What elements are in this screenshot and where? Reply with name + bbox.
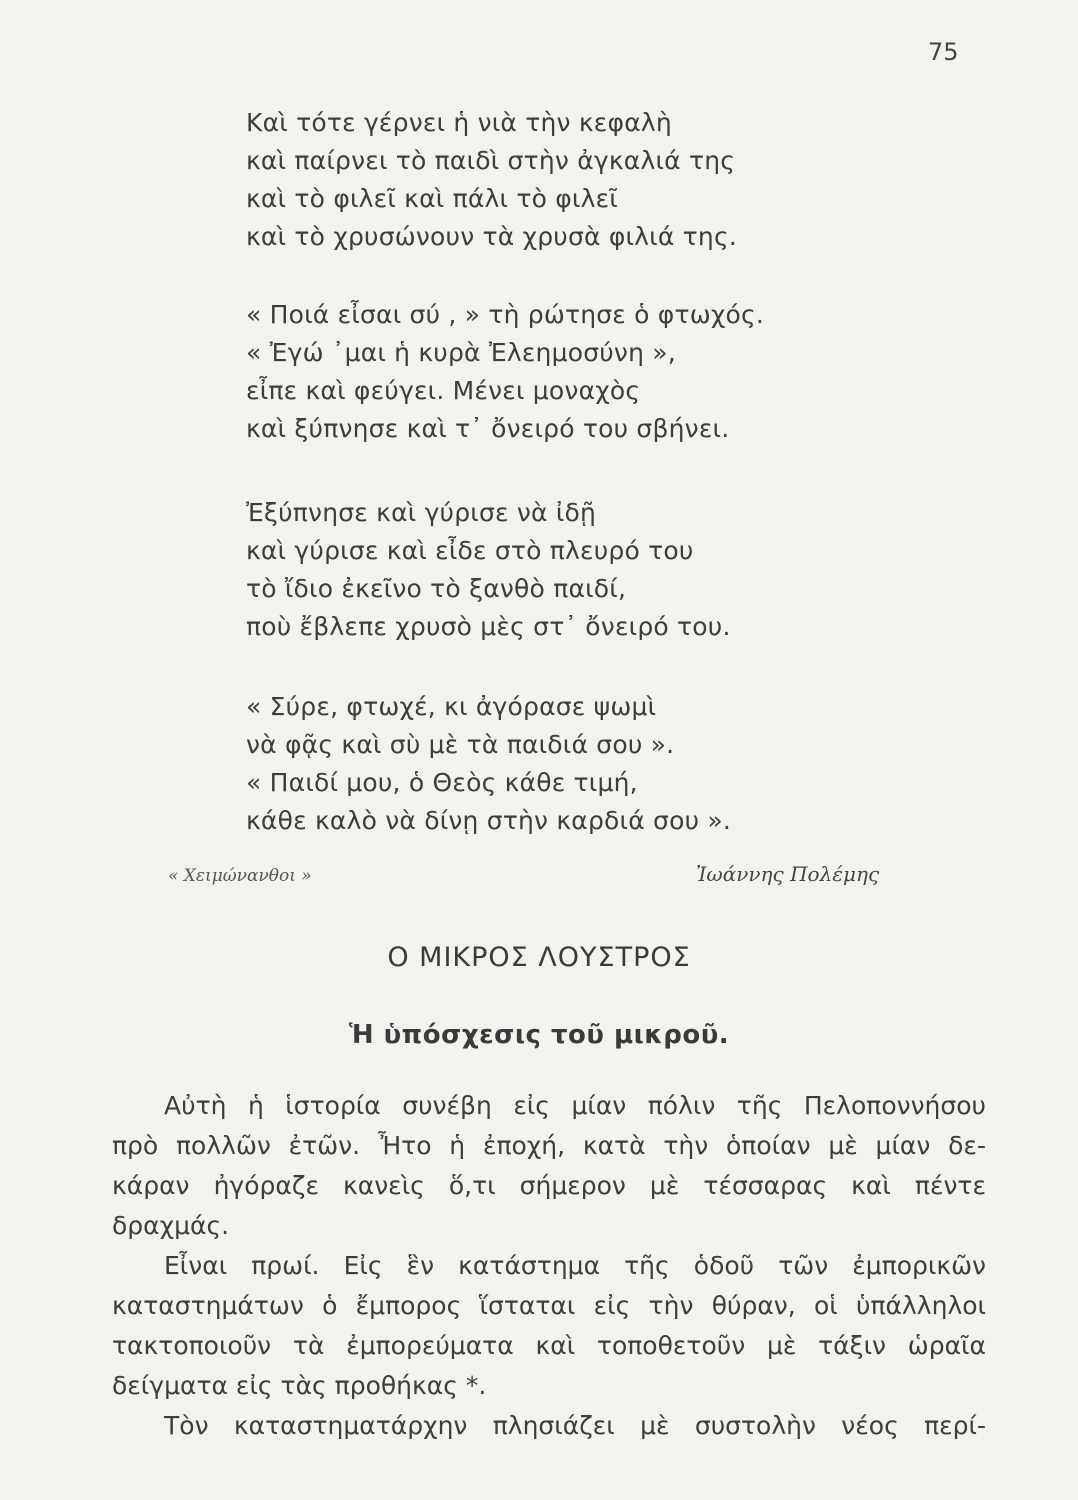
prose-line: πρὸ πολλῶν ἐτῶν. Ἦτο ἡ ἐποχή, κατὰ τὴν ὁποίαν μὲ μίαν δε- (112, 1131, 986, 1160)
prose-line: Εἶναι πρωί. Εἰς ἓν κατάστημα τῆς ὁδοῦ τῶν ἐμπορικῶν (164, 1251, 986, 1280)
poem-line: « Σύρε, φτωχέ, κι ἀγόρασε ψωμὶ (246, 692, 657, 721)
poem-author: Ἰωάννης Πολέμης (696, 862, 880, 886)
poem-stanza (246, 494, 731, 646)
poem-stanza (246, 104, 737, 256)
poem-line: « Παιδί μου, ὁ Θεὸς κάθε τιμή, (246, 768, 638, 797)
prose-line: Αὐτὴ ἡ ἱστορία συνέβη εἰς μίαν πόλιν τῆς Πελοποννήσου (164, 1091, 986, 1120)
poem-line: καὶ ξύπνησε καὶ τ᾽ ὄνειρό του σβήνει. (246, 414, 730, 443)
poem-line: « Ποιά εἶσαι σύ , » τὴ ρώτησε ὁ φτωχός. (246, 300, 765, 329)
poem-line: κάθε καλὸ νὰ δίνῃ στὴν καρδιά σου ». (246, 806, 732, 835)
section-subtitle: Ἡ ὑπόσχεσις τοῦ μικροῦ. (348, 1020, 730, 1050)
poem-line: καὶ γύρισε καὶ εἶδε στὸ πλευρό του (246, 536, 694, 565)
prose-line: τακτοποιοῦν τὰ ἐμπορεύματα καὶ τοποθετοῦν μὲ τάξιν ὡραῖα (112, 1331, 986, 1360)
prose-line: δείγματα εἰς τὰς προθήκας *. (112, 1371, 487, 1400)
poem-source: « Χειμώνανθοι » (168, 866, 312, 886)
poem-stanza (246, 296, 764, 448)
poem-stanza (246, 688, 731, 840)
prose-line: δραχμάς. (112, 1211, 230, 1240)
poem-line: « Ἐγώ ᾽μαι ἡ κυρὰ Ἐλεημοσύνη », (246, 338, 676, 367)
poem-line: Ἐξύπνησε καὶ γύρισε νὰ ἰδῇ (246, 498, 597, 527)
poem-line: τὸ ἴδιο ἐκεῖνο τὸ ξανθὸ παιδί, (246, 574, 627, 603)
poem-line: ποὺ ἔβλεπε χρυσὸ μὲς στ᾽ ὄνειρό του. (246, 612, 731, 641)
poem-line: εἶπε καὶ φεύγει. Μένει μοναχὸς (246, 376, 641, 405)
poem-line: καὶ τὸ χρυσώνουν τὰ χρυσὰ φιλιά της. (246, 222, 737, 251)
page-number: 75 (928, 38, 959, 66)
poem-line: νὰ φᾷς καὶ σὺ μὲ τὰ παιδιά σου ». (246, 730, 675, 759)
prose-line: κάραν ἠγόραζε κανεὶς ὅ,τι σήμερον μὲ τέσσαρας καὶ πέντε (112, 1171, 986, 1200)
prose-line: καταστημάτων ὁ ἔμπορος ἵσταται εἰς τὴν θύραν, οἱ ὑπάλληλοι (112, 1291, 986, 1320)
prose-body (112, 1086, 986, 1446)
poem-line: Καὶ τότε γέρνει ἡ νιὰ τὴν κεφαλὴ (246, 108, 672, 137)
poem-line: καὶ παίρνει τὸ παιδὶ στὴν ἀγκαλιά της (246, 146, 736, 175)
prose-line: Τὸν καταστηματάρχην πλησιάζει μὲ συστολὴν νέος περί- (164, 1411, 986, 1440)
section-title: Ο ΜΙΚΡΟΣ ΛΟΥΣΤΡΟΣ (387, 942, 691, 973)
poem-line: καὶ τὸ φιλεῖ καὶ πάλι τὸ φιλεῖ (246, 184, 618, 213)
